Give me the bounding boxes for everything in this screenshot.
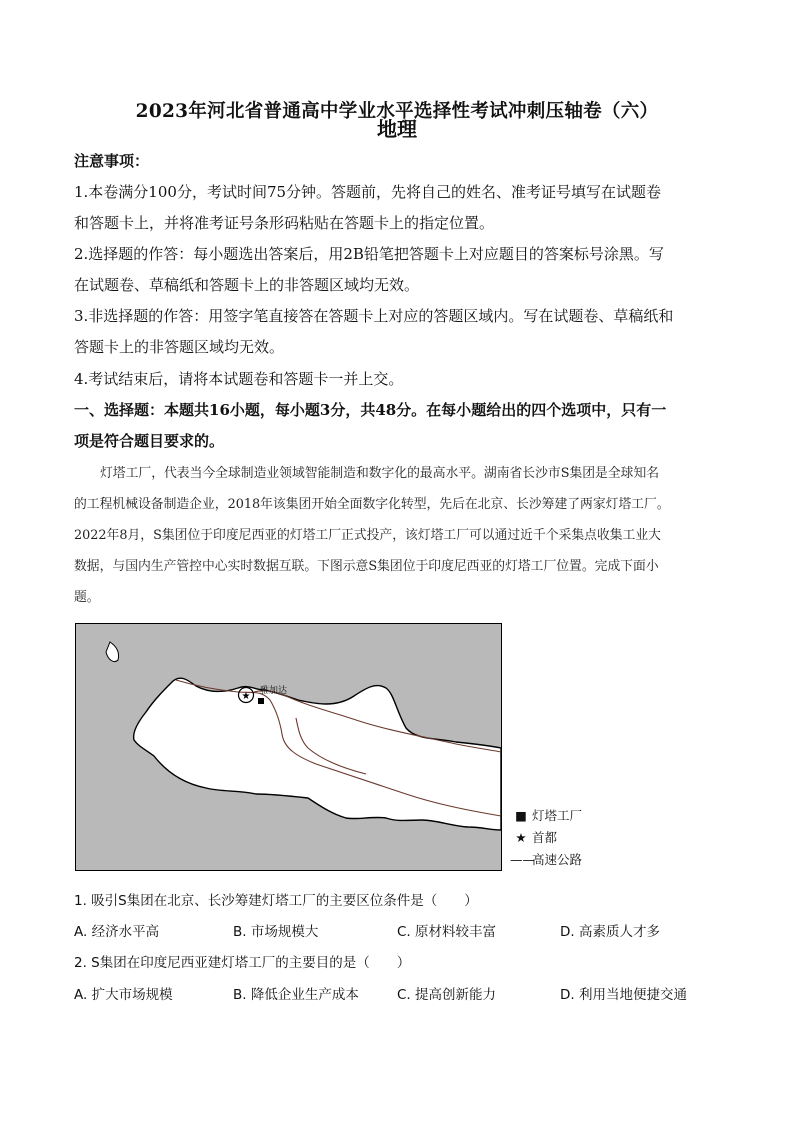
question-2-option-d: D. 利用当地便捷交通 (560, 987, 687, 1003)
legend-highway (510, 850, 582, 868)
notes-heading: 注意事项： (74, 152, 150, 170)
notes-line: 答题卡上的非答题区域均无效。 (74, 338, 285, 356)
section-heading: 一、选择题：本题共16小题，每小题3分，共48分。在每小题给出的四个选项中，只有一 (74, 401, 667, 419)
exam-title: 2023年河北省普通高中学业水平选择性考试冲刺压轴卷（六） (135, 101, 659, 122)
line-icon: —— (510, 852, 535, 867)
passage-line: 2022年8月，S集团位于印度尼西亚的灯塔工厂正式投产，该灯塔工厂可以通过近千个采集点收集工业大 (74, 528, 661, 543)
section-heading-cont: 项是符合题目要求的。 (74, 432, 225, 450)
question-2-option-c: C. 提高创新能力 (397, 987, 497, 1003)
passage-line: 的工程机械设备制造企业，2018年该集团开始全面数字化转型，先后在北京、长沙筹建了两家灯塔工厂。 (74, 497, 670, 512)
city-label: 雅加达 (260, 686, 288, 696)
passage-line: 灯塔工厂，代表当今全球制造业领域智能制造和数字化的最高水平。湖南省长沙市S集团是全球知名 (100, 466, 660, 481)
notes-line: 3.非选择题的作答：用签字笔直接答在答题卡上对应的答题区域内。写在试题卷、草稿纸和 (74, 307, 674, 325)
legend-factory (510, 806, 582, 824)
question-2-stem: 2. S集团在印度尼西亚建灯塔工厂的主要目的是（ ） (74, 955, 411, 971)
capital-star-icon: ★ (241, 691, 251, 702)
passage-line: 数据，与国内生产管控中心实时数据互联。下图示意S集团位于印度尼西亚的灯塔工厂位置。完成下面小 (74, 559, 659, 574)
square-icon: ■ (515, 808, 527, 823)
star-icon: ★ (515, 830, 527, 845)
notes-line: 1.本卷满分100分，考试时间75分钟。答题前，先将自己的姓名、准考证号填写在试题卷 (74, 183, 662, 201)
passage-line: 题。 (74, 590, 100, 605)
subject-title: 地理 (377, 117, 417, 141)
java-map (75, 623, 502, 871)
question-1-option-c: C. 原材料较丰富 (397, 924, 497, 940)
question-1-option-d: D. 高素质人才多 (560, 924, 660, 940)
question-1-stem: 1. 吸引S集团在北京、长沙筹建灯塔工厂的主要区位条件是（ ） (74, 893, 478, 909)
legend-capital (510, 828, 557, 846)
notes-line: 和答题卡上，并将准考证号条形码粘贴在答题卡上的指定位置。 (74, 214, 495, 232)
factory-square-icon (258, 698, 264, 704)
question-1-option-b: B. 市场规模大 (233, 924, 319, 940)
question-1-option-a: A. 经济水平高 (74, 924, 160, 940)
legend-label: 首都 (532, 830, 558, 845)
map-svg (76, 624, 501, 870)
notes-line: 在试题卷、草稿纸和答题卡上的非答题区域均无效。 (74, 276, 420, 294)
legend-label: 高速公路 (532, 852, 583, 867)
notes-line: 2.选择题的作答：每小题选出答案后，用2B铅笔把答题卡上对应题目的答案标号涂黑。写 (74, 245, 664, 263)
notes-line: 4.考试结束后，请将本试题卷和答题卡一并上交。 (74, 370, 404, 388)
legend-label: 灯塔工厂 (532, 808, 583, 823)
question-2-option-b: B. 降低企业生产成本 (233, 987, 359, 1003)
question-2-option-a: A. 扩大市场规模 (74, 987, 173, 1003)
